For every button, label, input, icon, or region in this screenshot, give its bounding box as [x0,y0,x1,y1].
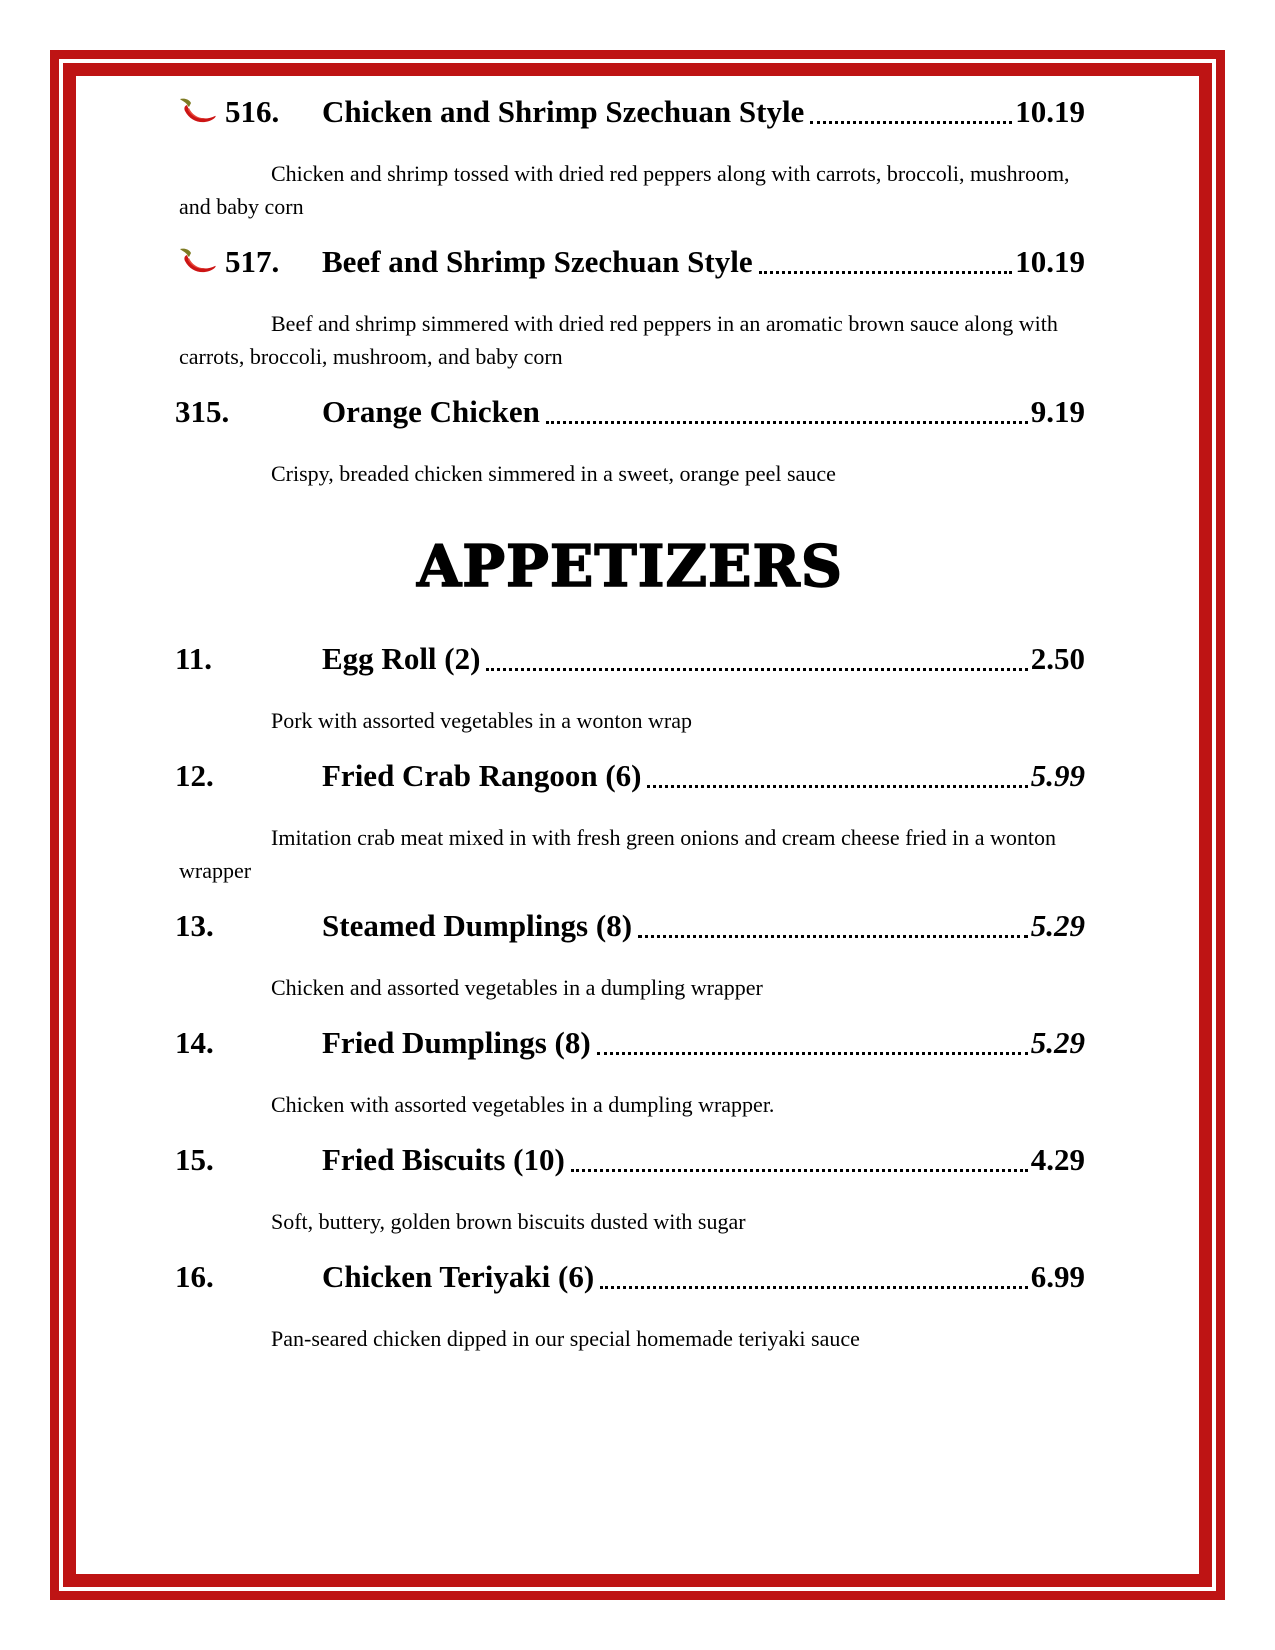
item-row [175,1258,1085,1296]
item-number: 16. [175,1259,214,1294]
chili-pepper-icon [179,97,217,125]
item-name: Beef and Shrimp Szechuan Style [322,244,753,279]
item-description: Chicken and shrimp tossed with dried red peppers along with carrots, broccoli, mushroom, and baby corn [179,161,1070,219]
item-price: 5.29 [1030,1025,1085,1060]
menu-content [175,75,1085,1375]
item-number: 517. [225,244,280,279]
item-price: 9.19 [1030,394,1085,429]
item-description: Pork with assorted vegetables in a wonton wrap [271,708,692,733]
menu-item [175,1258,1085,1355]
item-name: Fried Biscuits (10) [322,1142,565,1177]
dotted-leader [546,421,1028,424]
item-row [175,393,1085,431]
item-description: Chicken with assorted vegetables in a dumpling wrapper. [271,1092,775,1117]
item-name: Orange Chicken [322,394,540,429]
item-row [175,757,1085,795]
dotted-leader [600,1286,1028,1289]
item-row [175,640,1085,678]
item-price: 4.29 [1030,1142,1085,1177]
item-price: 5.99 [1030,758,1085,793]
menu-section [175,93,1085,490]
item-name: Steamed Dumplings (8) [322,908,633,943]
item-description: Chicken and assorted vegetables in a dumpling wrapper [271,975,763,1000]
item-number: 13. [175,908,214,943]
item-price: 10.19 [1015,94,1085,129]
dotted-leader [597,1052,1028,1055]
item-number-cell [175,393,322,431]
item-name: Egg Roll (2) [322,641,481,676]
item-number: 12. [175,758,214,793]
item-description: Soft, buttery, golden brown biscuits dusted with sugar [271,1209,746,1234]
item-name: Fried Dumplings (8) [322,1025,591,1060]
item-number-cell [175,93,322,131]
menu-item [175,393,1085,490]
item-row [175,1024,1085,1062]
menu-item [175,1141,1085,1238]
menu-item [175,907,1085,1004]
item-name: Fried Crab Rangoon (6) [322,758,642,793]
item-number-cell [175,1024,322,1062]
dotted-leader [638,935,1028,938]
menu-item [175,93,1085,223]
item-number-cell [175,1141,322,1179]
item-number-cell [175,243,322,281]
menu-section [175,534,1085,1355]
item-row [175,93,1085,131]
item-description: Pan-seared chicken dipped in our special homemade teriyaki sauce [271,1326,860,1351]
item-price: 2.50 [1030,641,1085,676]
menu-item [175,640,1085,737]
item-number-cell [175,1258,322,1296]
menu-item [175,1024,1085,1121]
item-number-cell [175,907,322,945]
menu-item [175,243,1085,373]
item-name: Chicken and Shrimp Szechuan Style [322,94,805,129]
item-price: 6.99 [1030,1259,1085,1294]
item-number: 14. [175,1025,214,1060]
item-description: Imitation crab meat mixed in with fresh green onions and cream cheese fried in a wonton wrapper [179,825,1057,883]
dotted-leader [571,1169,1028,1172]
dotted-leader [759,271,1013,274]
item-number-cell [175,640,322,678]
section-heading: APPETIZERS [416,533,844,600]
item-price: 5.29 [1030,908,1085,943]
dotted-leader [647,785,1027,788]
item-row [175,1141,1085,1179]
menu-item [175,757,1085,887]
item-price: 10.19 [1015,244,1085,279]
item-number: 516. [225,94,280,129]
item-row [175,907,1085,945]
item-number: 315. [175,394,230,429]
item-row [175,243,1085,281]
item-description: Beef and shrimp simmered with dried red peppers in an aromatic brown sauce along with carrots, broccoli, mushroom, and baby corn [179,311,1058,369]
item-number-cell [175,757,322,795]
item-number: 15. [175,1142,214,1177]
dotted-leader [486,668,1027,671]
item-description: Crispy, breaded chicken simmered in a sweet, orange peel sauce [271,461,836,486]
item-number: 11. [175,641,213,676]
item-name: Chicken Teriyaki (6) [322,1259,595,1294]
chili-pepper-icon [179,247,217,275]
dotted-leader [810,121,1012,124]
